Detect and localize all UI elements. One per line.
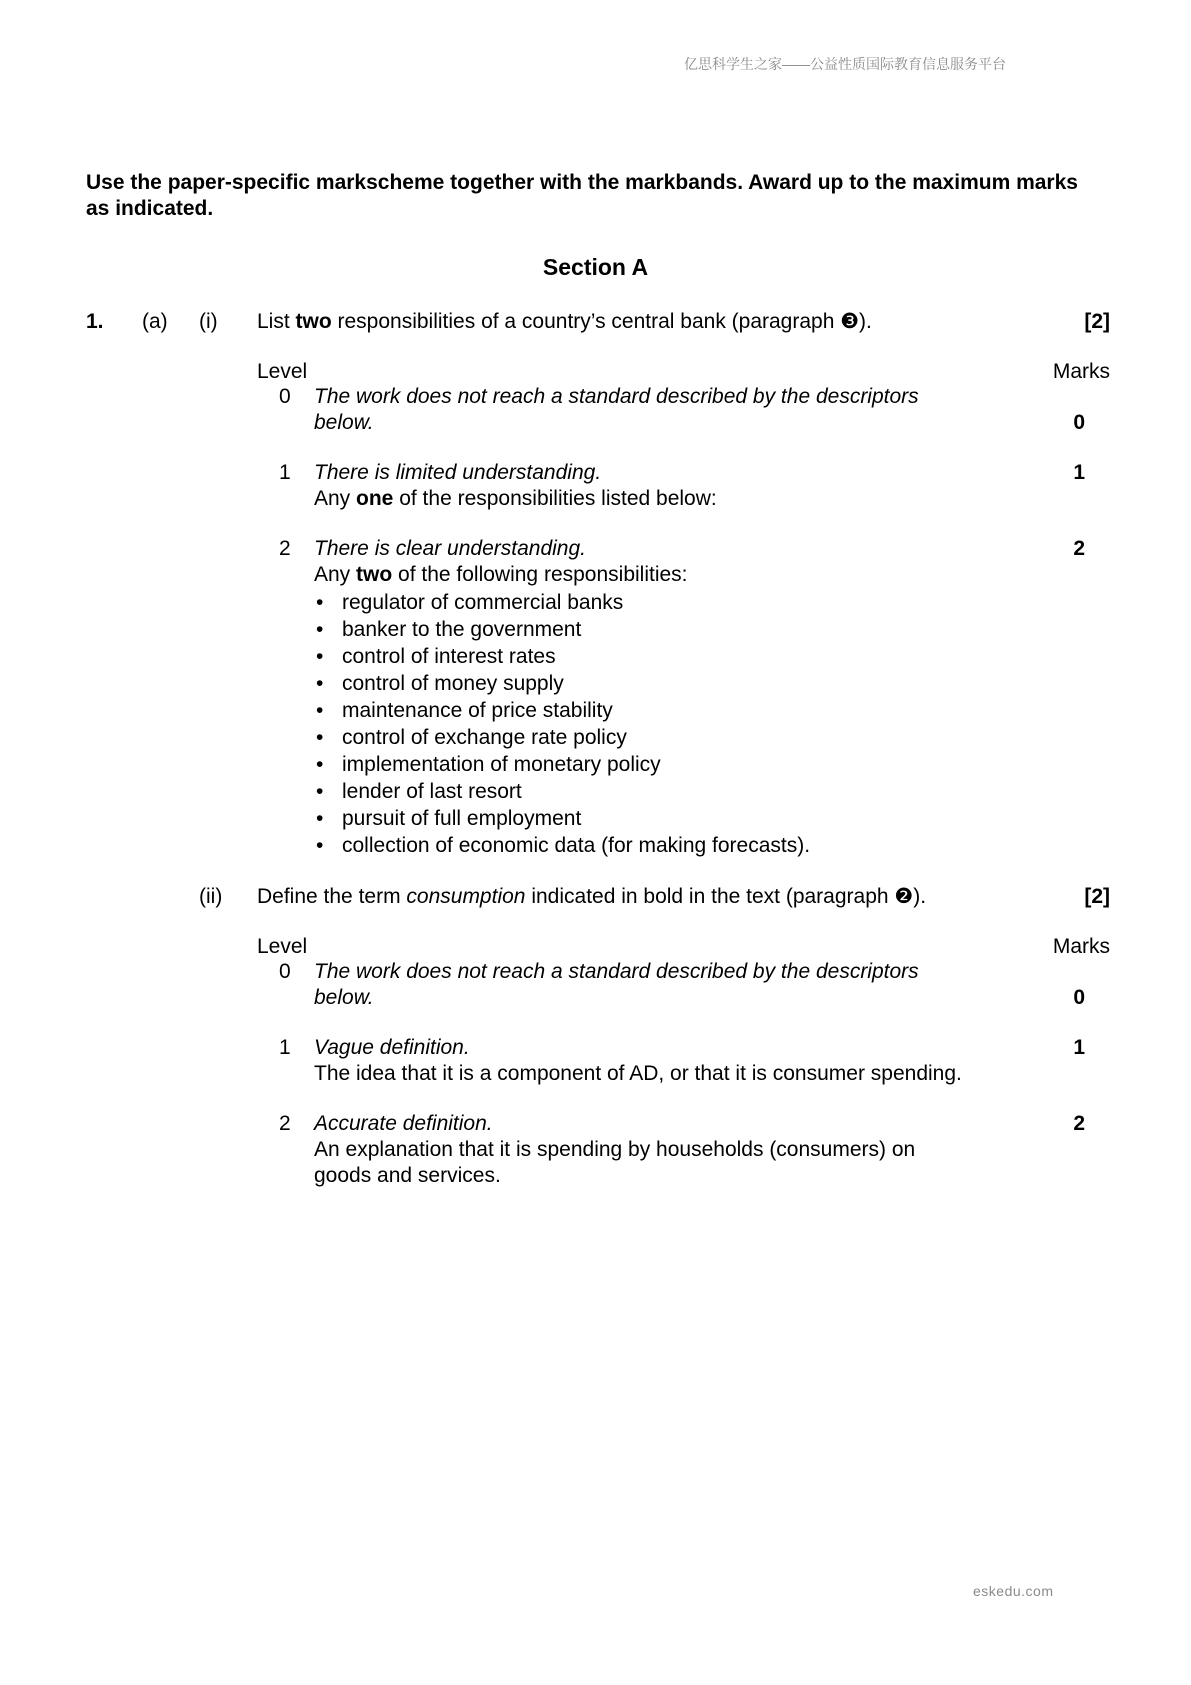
level-mark: 1 [1073,1036,1085,1059]
level-descriptor: Vague definition. [314,1036,470,1059]
subpart-label-i: (i) [199,310,218,333]
list-item: • maintenance of price stability [314,697,1014,724]
question-ii-pre: Define the term [257,885,407,908]
list-item: • control of exchange rate policy [314,724,1014,751]
level-detail: An explanation that it is spending by households (consumers) on goods and services. [314,1138,916,1187]
level-mark: 0 [1073,986,1085,1009]
list-item: • control of money supply [314,670,1014,697]
question-ii-post: indicated in bold in the text (paragraph ❷). [525,885,927,908]
question-i-pre: List [257,310,296,333]
level-number: 1 [279,461,291,484]
question-i-text [257,309,872,335]
level-detail [314,562,688,588]
list-item: • control of interest rates [314,643,1014,670]
question-i-bold: two [295,310,332,333]
question-part: (a) [142,310,168,333]
question-i-post: responsibilities of a country’s central bank (paragraph ❸). [331,310,872,333]
question-number: 1. [86,310,104,333]
level-descriptor: There is limited understanding. [314,461,602,484]
footer-watermark: eskedu.com [973,1583,1054,1599]
level-mark: 2 [1073,537,1085,560]
level-number: 1 [279,1036,291,1059]
list-item: • pursuit of full employment [314,805,1014,832]
question-ii-term: consumption [406,885,526,908]
level-number: 0 [279,960,291,983]
level-mark: 0 [1073,411,1085,434]
list-item: • regulator of commercial banks [314,589,1014,616]
level-number: 2 [279,1112,291,1135]
list-item: • lender of last resort [314,778,1014,805]
level-descriptor: The work does not reach a standard described by the descriptors below. [314,385,919,434]
level-header-i: Level [257,360,308,383]
instructions: Use the paper-specific markscheme together with the markbands. Award up to the maximum marks as indicated. [86,171,1078,220]
level-detail-pre: Any [314,487,357,510]
level-detail [314,486,717,512]
marks-total-ii: [2] [1084,885,1110,908]
list-item: • implementation of monetary policy [314,751,1014,778]
level-detail-pre: Any [314,563,357,586]
level-header-ii: Level [257,935,308,958]
level-number: 2 [279,537,291,560]
level-mark: 2 [1073,1112,1085,1135]
question-ii-text [257,884,926,910]
header-watermark: 亿思科学生之家——公益性质国际教育信息服务平台 [684,56,1006,72]
list-item: • collection of economic data (for making forecasts). [314,832,1014,859]
level-number: 0 [279,385,291,408]
level-descriptor: Accurate definition. [314,1112,493,1135]
level-detail-post: of the following responsibilities: [392,563,688,586]
responsibilities-list [314,589,1014,859]
level-mark: 1 [1073,461,1085,484]
level-detail-post: of the responsibilities listed below: [393,487,717,510]
level-detail-bold: one [356,487,394,510]
level-descriptor: The work does not reach a standard described by the descriptors below. [314,960,919,1009]
marks-header-ii: Marks [1052,935,1110,958]
list-item: • banker to the government [314,616,1014,643]
marks-total-i: [2] [1084,310,1110,333]
section-title: Section A [542,254,649,280]
subpart-label-ii: (ii) [199,885,223,908]
level-detail: The idea that it is a component of AD, or that it is consumer spending. [314,1062,962,1085]
level-detail-bold: two [356,563,393,586]
level-descriptor: There is clear understanding. [314,537,586,560]
marks-header-i: Marks [1052,360,1110,383]
